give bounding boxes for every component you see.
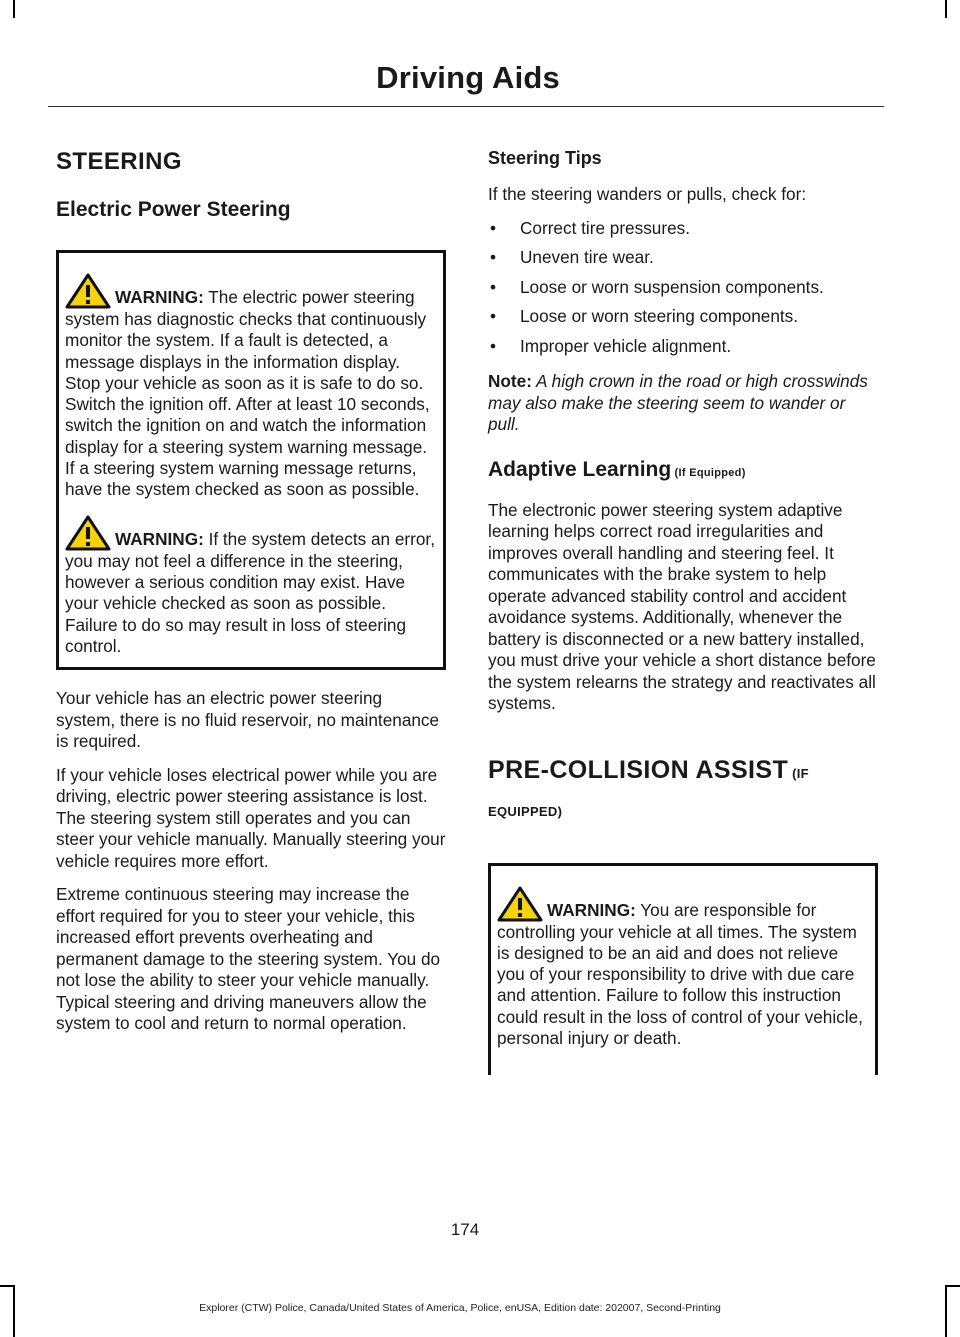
list-item: • Correct tire pressures. [488, 218, 878, 240]
section-heading-pre-collision-assist [488, 753, 878, 829]
pca-heading-text: PRE-COLLISION ASSIST [488, 755, 789, 784]
warning-label: WARNING: [547, 899, 636, 920]
header-divider [48, 106, 884, 107]
warning-text: The electric power steering system has diagnostic checks that continuously monitor the system. If a fault is detected, a message displays in the information display. Stop your vehicle as soon as it is safe to do so. Switch the ignition off. After at least 10 seconds, switch the ignition on and watch the information display for a steering system warning message. If a steering system warning message returns, have the system checked as soon as possible. [65, 287, 430, 500]
warning-paragraph [497, 886, 869, 1050]
subheading-steering-tips: Steering Tips [488, 148, 602, 168]
section-heading-steering: STEERING [56, 148, 182, 175]
footer-text: Explorer (CTW) Police, Canada/United States of America, Police, enUSA, Edition date: 202007, Second-Printing [199, 1302, 721, 1314]
list-item: • Uneven tire wear. [488, 247, 878, 269]
adaptive-qualifier: (If Equipped) [671, 466, 746, 479]
warning-text: You are responsible for controlling your vehicle at all times. The system is designed to be an aid and does not relieve you of your responsibility to drive with due care and attention. Failure to follow this instruction could result in the loss of control of your vehicle, personal injury or death. [497, 899, 863, 1048]
warning-text: If the system detects an error, you may not feel a difference in the steering, however a serious condition may exist. Have your vehicle checked as soon as possible. Failure to do so may result in loss of steering control. [65, 528, 435, 656]
note-label: Note: [488, 371, 532, 391]
crop-mark-bottom-left [0, 1285, 14, 1287]
warning-label: WARNING: [115, 287, 204, 307]
page-number: 174 [450, 1220, 480, 1239]
list-item: • Loose or worn steering components. [488, 306, 878, 328]
warning-label: WARNING: [115, 528, 204, 549]
warning-paragraph [65, 515, 437, 657]
note-text: A high crown in the road or high crosswinds may also make the steering seem to wander or pull. [488, 371, 868, 434]
tips-intro: If the steering wanders or pulls, check for: [488, 184, 807, 204]
body-paragraph: Your vehicle has an electric power steering system, there is no fluid reservoir, no maintenance is required. [56, 688, 440, 752]
warning-box [56, 250, 446, 670]
subheading-adaptive-learning [488, 458, 878, 482]
crop-mark-bottom-right-v [945, 1285, 947, 1337]
crop-mark-bottom-right [946, 1285, 960, 1287]
adaptive-heading-text: Adaptive Learning [488, 457, 672, 481]
warning-paragraph [65, 273, 437, 501]
body-paragraph: If your vehicle loses electrical power while you are driving, electric power steering assistance is lost. The steering system still operates and you can steer your vehicle manually. Manually steering your vehicle requires more effort. [56, 764, 446, 871]
warning-triangle-icon [65, 273, 111, 309]
tips-list [488, 218, 878, 358]
list-item: • Loose or worn suspension components. [488, 277, 878, 299]
body-paragraph: Extreme continuous steering may increase the effort required for you to steer your vehicle, this increased effort prevents overheating and permanent damage to the steering system. You do not lose the ability to steer your vehicle manually. Typical steering and driving maneuvers allow the system to cool and return to normal operation. [56, 884, 441, 1034]
crop-mark-top-right-v [945, 0, 947, 18]
right-column [488, 140, 878, 1093]
body-paragraph: The electronic power steering system adaptive learning helps correct road irregularities and improves overall handling and steering feel. It communicates with the brake system to help operate advanced stability control and accident avoidance systems. Additionally, whenever the battery is disconnected or a new battery installed, you must drive your vehicle a short distance before the system relearns the strategy and reactivates all systems. [488, 499, 876, 713]
page-header-title: Driving Aids [376, 60, 560, 95]
warning-triangle-icon [497, 886, 543, 922]
subheading-electric-power-steering: Electric Power Steering [56, 198, 291, 221]
note-paragraph [488, 371, 878, 436]
warning-triangle-icon [65, 515, 111, 551]
list-item: • Improper vehicle alignment. [488, 336, 878, 358]
pca-qualifier: (IF EQUIPPED) [488, 765, 809, 819]
warning-box [488, 863, 878, 1076]
left-column [56, 140, 446, 1047]
crop-mark-top-left-v [13, 0, 15, 18]
